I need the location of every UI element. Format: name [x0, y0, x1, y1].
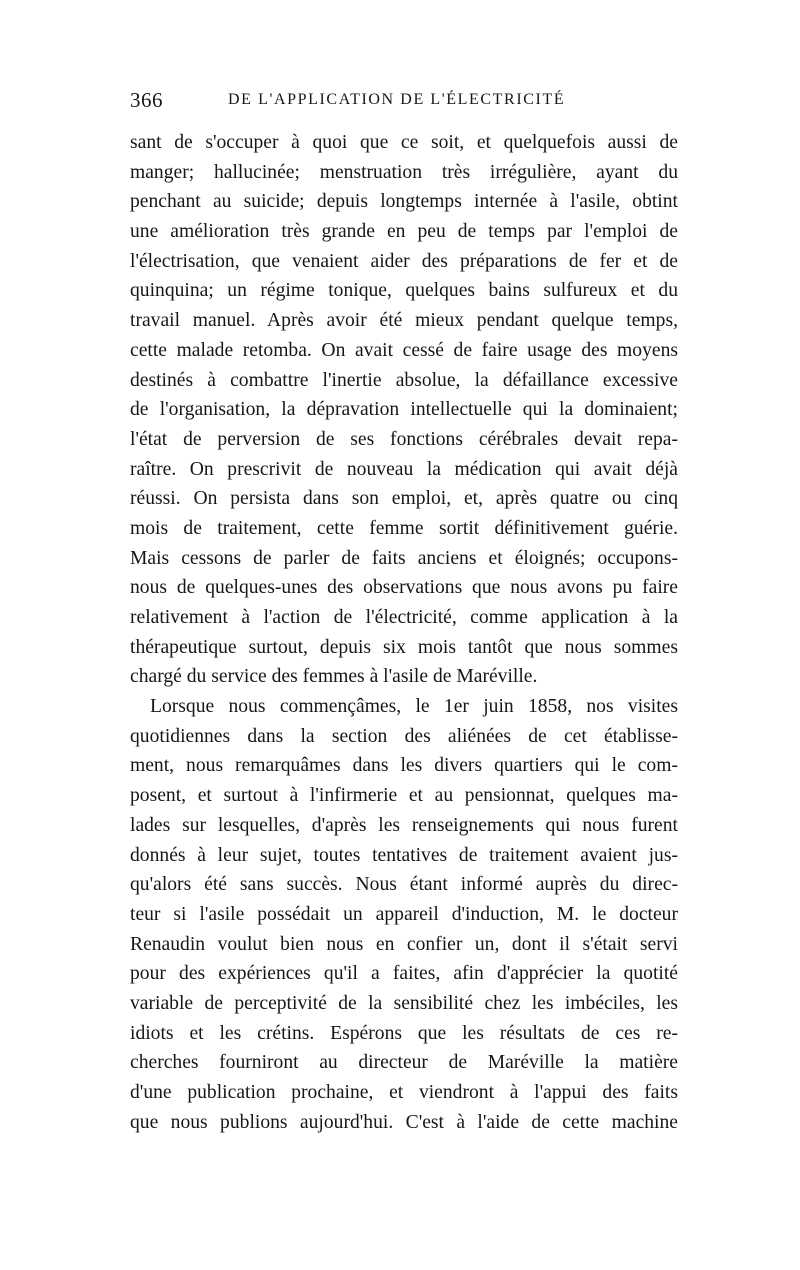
text-line: nous de quelques-unes des observations que nous avons pu faire — [130, 577, 678, 599]
running-title: DE L'APPLICATION DE L'ÉLECTRICITÉ — [228, 91, 566, 108]
text-line: posent, et surtout à l'infirmerie et au pensionnat, quelques ma- — [130, 785, 678, 807]
text-line: réussi. On persista dans son emploi, et, après quatre ou cinq — [130, 488, 678, 510]
text-line: Lorsque nous commençâmes, le 1er juin 1858, nos visites — [150, 696, 678, 718]
text-line: l'électrisation, que venaient aider des préparations de fer et de — [130, 250, 678, 272]
text-line: donnés à leur sujet, toutes tentatives de traitement avaient jus- — [130, 844, 678, 866]
body-text — [130, 128, 678, 1137]
text-line: pour des expériences qu'il a faites, afin d'apprécier la quotité — [130, 963, 678, 985]
text-line: ment, nous remarquâmes dans les divers quartiers qui le com- — [130, 755, 678, 777]
text-line: Renaudin voulut bien nous en confier un, dont il s'était servi — [130, 933, 678, 955]
text-line: mois de traitement, cette femme sortit définitivement guérie. — [130, 517, 678, 539]
text-line: l'état de perversion de ses fonctions cérébrales devait repa- — [130, 428, 678, 450]
text-line: d'une publication prochaine, et viendront à l'appui des faits — [130, 1082, 678, 1103]
text-line: teur si l'asile possédait un appareil d'induction, M. le docteur — [130, 903, 678, 925]
text-line: que nous publions aujourd'hui. C'est à l'aide de cette machine — [130, 1111, 678, 1133]
text-line: une amélioration très grande en peu de temps par l'emploi de — [130, 221, 678, 243]
text-line: de l'organisation, la dépravation intellectuelle qui la dominaient; — [130, 399, 678, 421]
text-line: cette malade retomba. On avait cessé de faire usage des moyens — [130, 339, 678, 361]
text-line: thérapeutique surtout, depuis six mois tantôt que nous sommes — [130, 636, 678, 658]
text-line: destinés à combattre l'inertie absolue, la défaillance excessive — [130, 369, 678, 391]
text-line: raître. On prescrivit de nouveau la médication qui avait déjà — [130, 458, 678, 480]
text-line: quotidiennes dans la section des aliénées de cet établisse- — [130, 725, 678, 747]
text-line: qu'alors été sans succès. Nous étant informé auprès du direc- — [130, 874, 678, 896]
text-line: quinquina; un régime tonique, quelques bains sulfureux et du — [130, 280, 678, 302]
text-line: cherches fourniront au directeur de Maréville la matière — [130, 1052, 678, 1074]
text-line: lades sur lesquelles, d'après les renseignements qui nous furent — [130, 814, 678, 836]
text-line: manger; hallucinée; menstruation très irrégulière, ayant du — [130, 161, 678, 183]
page-number: 366 — [130, 88, 163, 112]
text-line: relativement à l'action de l'électricité, comme application à la — [130, 607, 678, 628]
text-line: chargé du service des femmes à l'asile de Maréville. — [130, 666, 538, 688]
text-line: penchant au suicide; depuis longtemps internée à l'asile, obtint — [130, 191, 678, 213]
text-line: sant de s'occuper à quoi que ce soit, et quelquefois aussi de — [130, 132, 678, 153]
text-line: idiots et les crétins. Espérons que les résultats de ces re- — [130, 1022, 678, 1044]
text-line: variable de perceptivité de la sensibilité chez les imbéciles, les — [130, 992, 678, 1014]
page-header — [130, 88, 678, 120]
text-line: Mais cessons de parler de faits anciens et éloignés; occupons- — [130, 547, 678, 569]
text-line: travail manuel. Après avoir été mieux pendant quelque temps, — [130, 310, 678, 332]
